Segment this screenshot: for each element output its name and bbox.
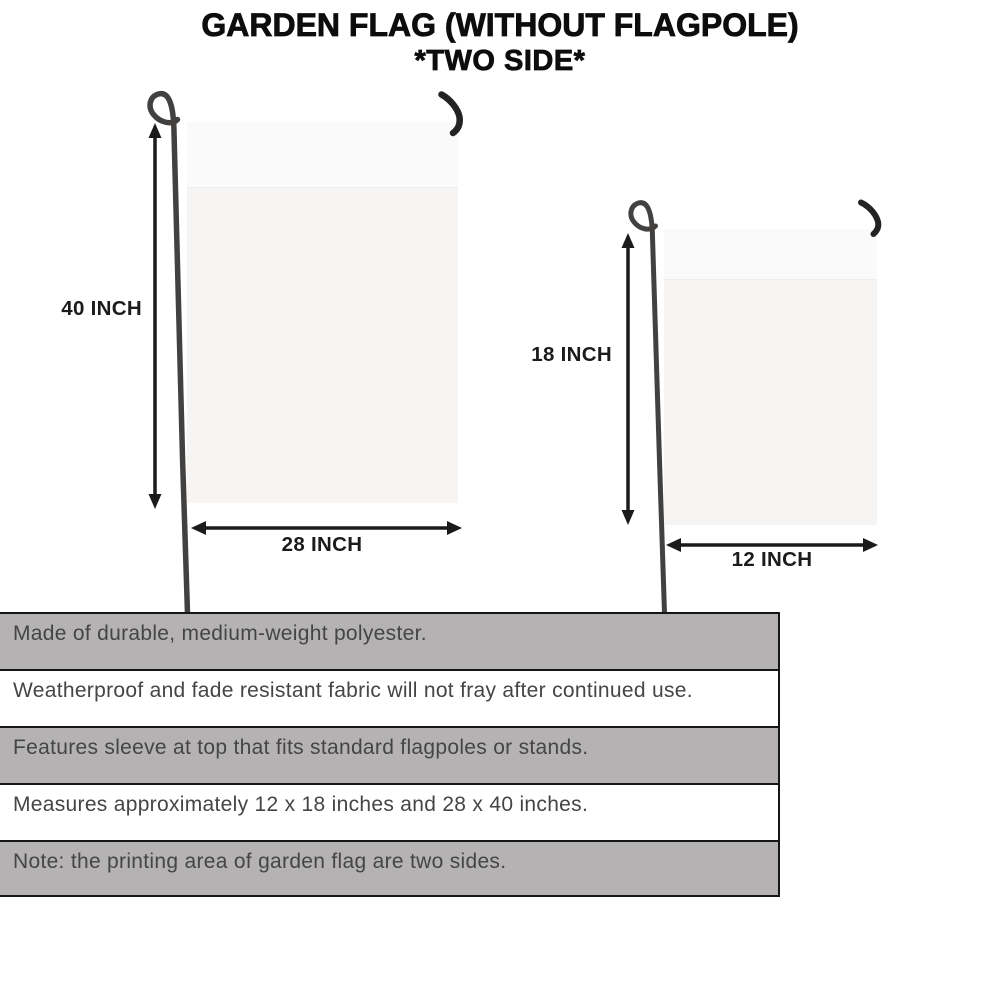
large-flagpole-icon [150,94,187,613]
large-flag-width-label: 28 INCH [281,533,363,556]
feature-table [0,612,780,897]
small-flag-height-label: 18 INCH [531,343,612,366]
feature-row-sleeve [0,726,778,783]
small-flagpole-icon [631,203,665,613]
large-flag-preview [187,122,458,503]
small-flag-width-label: 12 INCH [731,548,813,571]
feature-row-measures [0,783,778,840]
feature-row-note [0,840,778,897]
feature-text: Measures approximately 12 x 18 inches and 28 x 40 inches. [13,793,589,816]
feature-row-material [0,612,778,669]
page-subtitle: *TWO SIDE* [414,45,586,77]
small-flag-height-arrow-icon [622,233,635,525]
feature-text: Made of durable, medium-weight polyester. [13,622,427,645]
feature-text: Note: the printing area of garden flag are two sides. [13,850,507,873]
feature-row-weatherproof [0,669,778,726]
feature-text: Features sleeve at top that fits standard flagpoles or stands. [13,736,589,759]
small-flag-preview [664,229,877,525]
feature-text: Weatherproof and fade resistant fabric will not fray after continued use. [13,679,693,702]
page-title: GARDEN FLAG (WITHOUT FLAGPOLE) [201,7,799,43]
large-flag-height-label: 40 INCH [61,297,142,320]
large-flag-height-arrow-icon [149,123,162,509]
